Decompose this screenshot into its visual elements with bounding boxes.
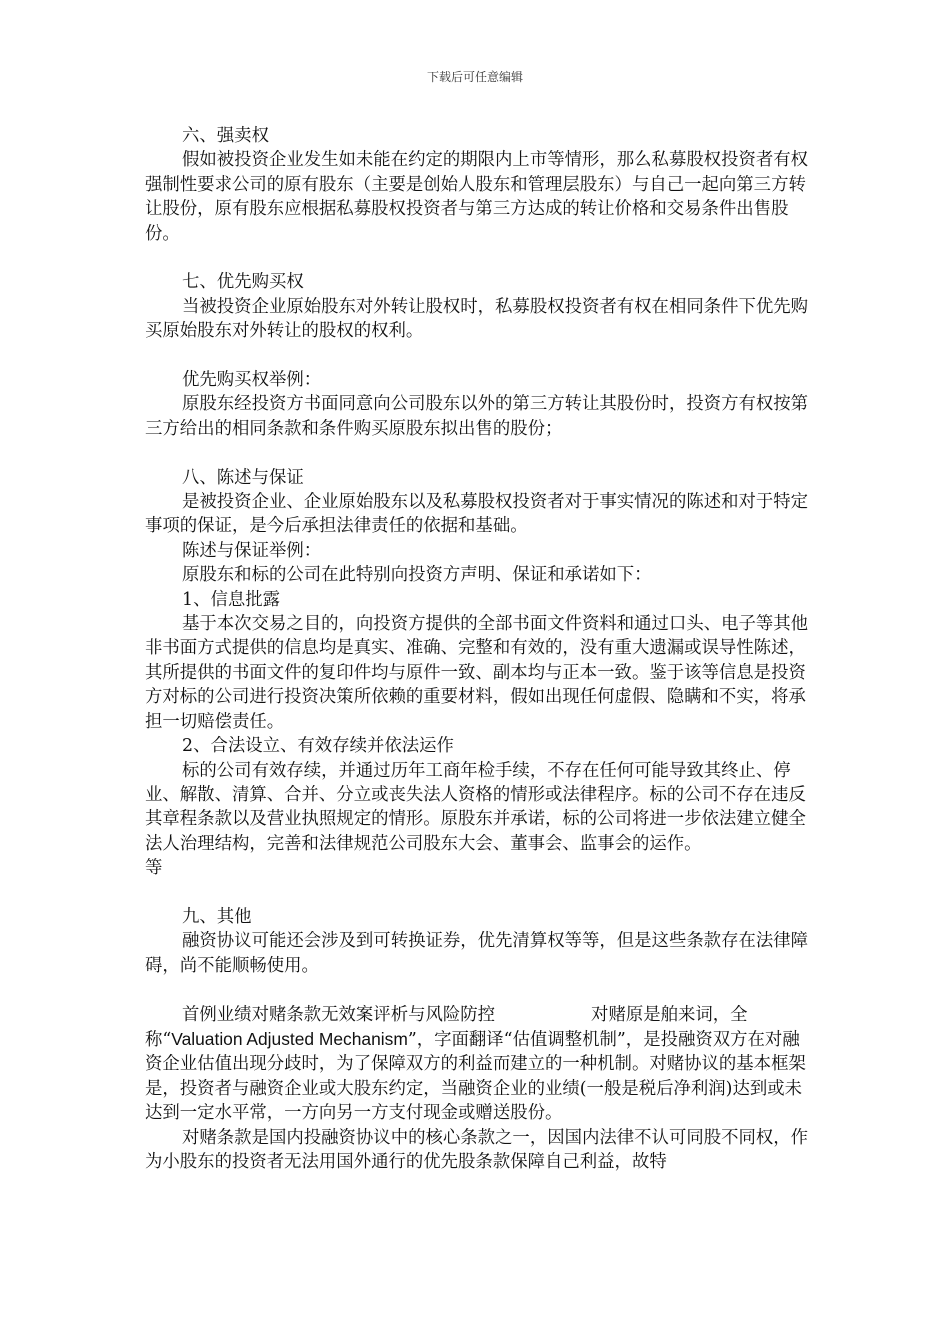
spacer (145, 344, 810, 368)
section-9-body: 融资协议可能还会涉及到可转换证券，优先清算权等等，但是这些条款存在法律障碍，尚不能顺畅使用。 (145, 931, 809, 976)
spacer (145, 441, 810, 465)
page-header: 下载后可任意编辑 (426, 70, 523, 84)
spacer (145, 881, 810, 905)
section-8-item-1-body: 基于本次交易之目的，向投资方提供的全部书面文件资料和通过口头、电子等其他非书面方式提供的信息均是真实、准确、完整和有效的，没有重大遗漏或误导性陈述，其所提供的书面文件的复印件均与原件一致、副本均与正本一致。鉴于该等信息是投资方对标的公司进行投资决策所依赖的重要材料，假如出现任何虚假、隐瞒和不实，将承担一切赔偿责任。 (145, 614, 809, 732)
article-p1-term: Valuation Adjusted Mechanism (171, 1028, 408, 1049)
section-8-item-2-body: 标的公司有效存续，并通过历年工商年检手续，不存在任何可能导致其终止、停业、解散、清算、合并、分立或丧失法人资格的情形或法律程序。标的公司不存在违反其章程条款以及营业执照规定的情形。原股东并承诺，标的公司将进一步依法建立健全法人治理结构，完善和法律规范公司股东大会、董事会、监事会的运作。 (145, 760, 806, 854)
article-title: 首例业绩对赌条款无效案评析与风险防控 (182, 1004, 496, 1025)
section-8-item-1-title: 1、信息批露 (182, 589, 281, 610)
section-6-body: 假如被投资企业发生如未能在约定的期限内上市等情形，那么私募股权投资者有权强制性要求公司的原有股东（主要是创始人股东和管理层股东）与自己一起向第三方转让股份，原有股东应根据私募股权投资者与第三方达成的转让价格和交易条件出售股份。 (145, 150, 809, 244)
article-paragraph-1 (145, 1003, 810, 1126)
section-8-title: 八、陈述与保证 (182, 467, 304, 488)
article-paragraph-2: 对赌条款是国内投融资协议中的核心条款之一，因国内法律不认可同股不同权，作为小股东的投资者无法用国外通行的优先股条款保障自己利益，故特 (145, 1127, 809, 1172)
spacer (145, 978, 810, 1002)
section-7-title: 七、优先购买权 (182, 272, 304, 293)
article-p1-part-b: ”，字面翻译“估值调整机制”，是投融资双方在对融资企业估值出现分歧时，为了保障双方的利益而建立的一种机制。对赌协议的基本框架是，投资者与融资企业或大股东约定，当融资企业的业绩(一般是税后净利润)达到或未达到一定水平常，一方向另一方支付现金或赠送股份。 (145, 1029, 806, 1124)
section-8-etc: 等 (145, 858, 163, 879)
article-p1-part-a: 对赌原是舶来词，全称“ (145, 1004, 748, 1050)
section-7-body: 当被投资企业原始股东对外转让股权时，私募股权投资者有权在相同条件下优先购买原始股东对外转让的股权的权利。 (145, 296, 809, 342)
section-8-example-title: 陈述与保证举例： (182, 540, 322, 561)
section-7-example-title: 优先购买权举例： (182, 370, 322, 391)
section-8-item-2-title: 2、合法设立、有效存续并依法运作 (182, 736, 454, 757)
section-8-body: 是被投资企业、企业原始股东以及私募股权投资者对于事实情况的陈述和对于特定事项的保证，是今后承担法律责任的依据和基础。 (145, 492, 809, 537)
section-6-title: 六、强卖权 (182, 126, 269, 146)
spacer (145, 246, 810, 270)
section-7-example-body: 原股东经投资方书面同意向公司股东以外的第三方转让其股份时，投资方有权按第三方给出的相同条款和条件购买原股东拟出售的股份； (145, 394, 809, 439)
section-9-title: 九、其他 (182, 906, 252, 927)
section-8-example-intro: 原股东和标的公司在此特别向投资方声明、保证和承诺如下： (182, 565, 652, 586)
document-body (145, 124, 810, 1174)
